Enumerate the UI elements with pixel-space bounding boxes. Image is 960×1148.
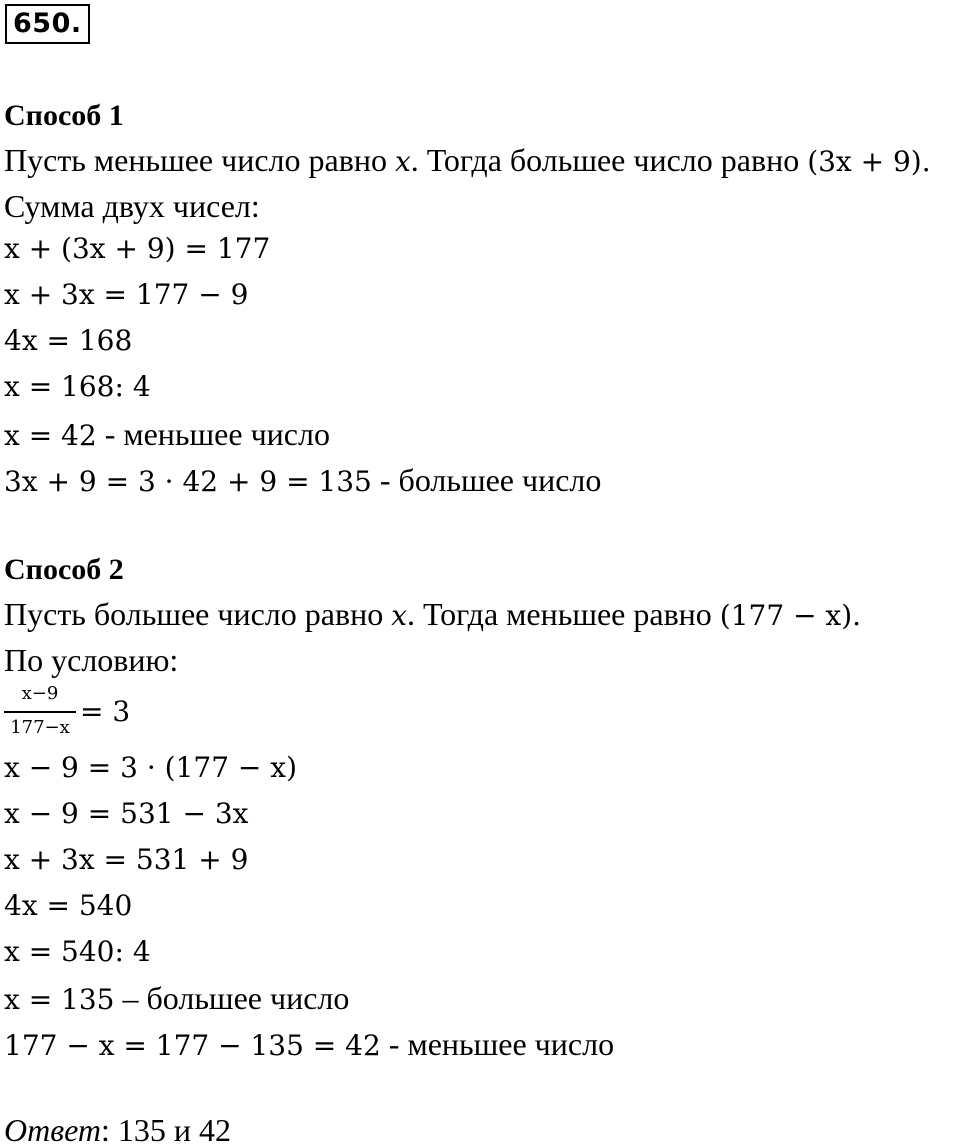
method1-sum-label: Сумма двух чисел:: [4, 188, 260, 224]
method1-intro-text: Пусть меньшее число равно: [4, 142, 395, 178]
method2-heading: Способ 2: [4, 553, 124, 586]
method1-intro-line: [4, 140, 931, 182]
method1-intro-var: x: [394, 145, 411, 178]
method2-equation-5: x = 540: 4: [4, 935, 151, 968]
method2-intro-line: [4, 594, 861, 636]
method1-equation-5-note: - меньшее число: [96, 416, 330, 452]
method2-equation-2: x − 9 = 531 − 3x: [4, 797, 249, 830]
method2-fraction: [4, 684, 76, 744]
method2-equation-7-note: - меньшее число: [380, 1026, 615, 1062]
method1-equation-6: 3x + 9 = 3 · 42 + 9 = 135: [4, 465, 372, 498]
method1-equation-6-note: - большее число: [371, 462, 602, 498]
answer-line: [4, 1112, 231, 1148]
method1-equation-5: x = 42: [4, 419, 97, 452]
method2-equation-6-note: – большее число: [114, 980, 350, 1016]
method1-equation-5-line: [4, 414, 330, 456]
answer-value: : 135 и 42: [101, 1112, 232, 1148]
method2-equation-6: x = 135: [4, 983, 115, 1016]
method1-equation-2: x + 3x = 177 − 9: [4, 278, 249, 311]
method2-intro-text: Пусть большее число равно: [4, 596, 392, 632]
method1-intro-text2: . Тогда большее число равно: [410, 142, 808, 178]
method2-equation-7-line: [4, 1024, 614, 1066]
fraction-numerator: x−9: [21, 683, 59, 704]
method1-intro-expr: (3x + 9).: [807, 145, 931, 178]
method2-equation-7: 177 − x = 177 − 135 = 42: [4, 1029, 381, 1062]
problem-number-box: 650.: [5, 4, 90, 44]
method1-equation-1: x + (3x + 9) = 177: [4, 232, 271, 265]
method2-equation-3: x + 3x = 531 + 9: [4, 843, 249, 876]
method1-equation-4: x = 168: 4: [4, 370, 151, 403]
method2-equation-1: x − 9 = 3 · (177 − x): [4, 751, 297, 784]
fraction-bar: [4, 711, 76, 713]
method1-equation-3: 4x = 168: [4, 324, 133, 357]
method2-intro-expr: (177 − x).: [719, 599, 862, 632]
method2-equation-4: 4x = 540: [4, 889, 133, 922]
answer-label: Ответ: [4, 1112, 101, 1148]
method2-equation-6-line: [4, 978, 349, 1020]
fraction-denominator: 177−x: [10, 717, 70, 738]
method2-condition-label: По условию:: [4, 642, 179, 678]
fraction-right-side: = 3: [80, 695, 131, 728]
method2-intro-var: x: [391, 599, 407, 632]
method1-heading: Способ 1: [4, 99, 124, 132]
method2-intro-text2: . Тогда меньшее равно: [406, 596, 720, 632]
method1-equation-6-line: [4, 460, 601, 502]
